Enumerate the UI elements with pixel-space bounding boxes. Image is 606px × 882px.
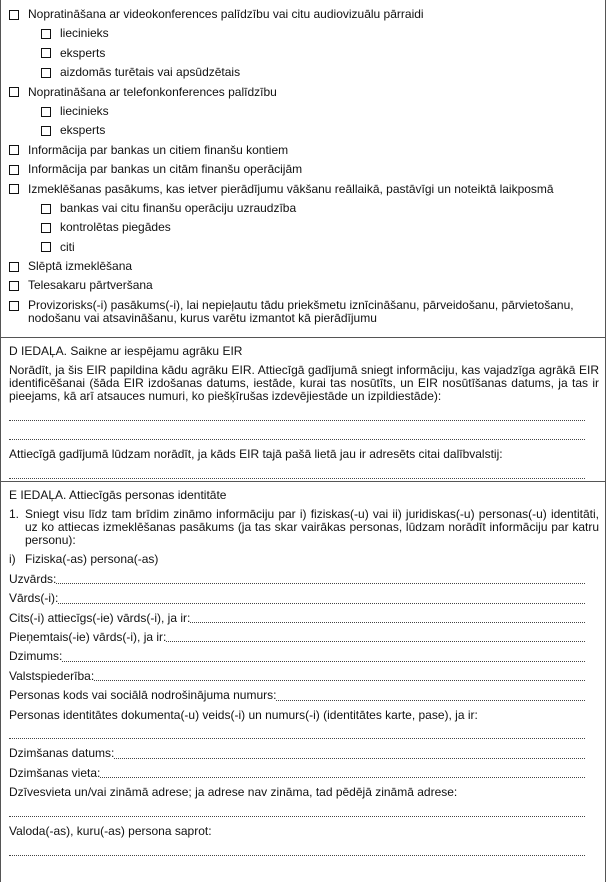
person-field[interactable] — [9, 744, 599, 763]
field-label: Dzīvesvieta un/vai zināmā adrese; ja adrese nav zināma, tad pēdējā zināmā adrese: — [9, 785, 458, 800]
subheading-text: Fiziska(-as) persona(-as) — [25, 552, 159, 567]
field-label: Valstspiederība: — [9, 668, 95, 683]
measure-label: bankas vai citu finanšu operāciju uzraudzība — [60, 200, 297, 215]
person-field[interactable] — [9, 667, 599, 686]
measure-item[interactable] — [9, 160, 599, 179]
field-label: Pieņemtais(-ie) vārds(-i), ja ir: — [9, 629, 167, 644]
field-label: Valoda(-as), kuru(-as) persona saprot: — [9, 823, 212, 838]
person-field[interactable] — [9, 589, 599, 608]
measure-label: Izmeklēšanas pasākums, kas ietver pierādījumu vākšanu reāllaikā, pastāvīgi un noteiktā laikposmā — [28, 181, 554, 196]
field-input-line[interactable] — [9, 725, 599, 744]
checkbox-icon[interactable] — [9, 184, 19, 194]
field-label: Dzimšanas datums: — [9, 746, 115, 761]
person-field[interactable] — [9, 628, 599, 647]
measure-label: eksperts — [60, 45, 106, 60]
checkbox-icon[interactable] — [41, 107, 51, 117]
section-d-instruction: Norādīt, ja šis EIR papildina kādu agrāku EIR. Attiecīgā gadījumā sniegt informāciju, kas vajadzīga agrākā EIR identificēšanai (šāda EIR izdošanas datums, iestāde, kurai tas nosūtīts, un EIR nosūtīšanas datums, ja tas ir pieejams, kā arī atsauces numuri, ko piešķīrušas izdevējiestāde un izpildiestāde): — [9, 363, 599, 404]
checkbox-icon[interactable] — [41, 242, 51, 252]
measure-label: Informācija par bankas un citiem finanšu kontiem — [28, 142, 289, 157]
checkbox-icon[interactable] — [9, 87, 19, 97]
section-d-heading: D IEDAĻA. Saikne ar iespējamu agrāku EIR — [9, 344, 243, 358]
person-fields — [9, 570, 599, 861]
point-1 — [9, 505, 599, 550]
checkbox-icon[interactable] — [9, 145, 19, 155]
measure-label: Telesakaru pārtveršana — [28, 278, 153, 293]
field-input-line[interactable] — [56, 583, 585, 584]
subheading-number: i) — [9, 552, 16, 567]
measure-item[interactable] — [9, 102, 599, 121]
checkbox-icon[interactable] — [9, 10, 19, 20]
field-label: Dzimums: — [9, 649, 63, 664]
measure-item[interactable] — [9, 296, 599, 325]
measure-label: liecinieks — [60, 103, 109, 118]
person-field[interactable] — [9, 609, 599, 628]
natural-persons-subheading — [9, 550, 599, 569]
measure-item[interactable] — [9, 24, 599, 43]
field-input-line[interactable] — [94, 680, 585, 681]
measure-label: citi — [60, 239, 75, 254]
field-input-line[interactable] — [114, 758, 585, 759]
person-field[interactable] — [9, 647, 599, 666]
measure-item[interactable] — [9, 83, 599, 102]
checkbox-icon[interactable] — [9, 165, 19, 175]
other-state-question: Attiecīgā gadījumā lūdzam norādīt, ja kāds EIR tajā pašā lietā jau ir adresēts citai dalībvalstij: — [9, 447, 503, 462]
checkbox-icon[interactable] — [9, 301, 19, 311]
checkbox-icon[interactable] — [41, 68, 51, 78]
measure-item[interactable] — [9, 199, 599, 218]
field-input-line[interactable] — [100, 777, 585, 778]
measure-label: Nopratināšana ar videokonferences palīdzību vai citu audiovizuālu pārraidi — [28, 7, 424, 21]
measure-item[interactable] — [9, 218, 599, 237]
checkbox-icon[interactable] — [41, 223, 51, 233]
field-label: Dzimšanas vieta: — [9, 765, 101, 780]
measure-label: aizdomās turētais vai apsūdzētais — [60, 65, 241, 80]
checkbox-icon[interactable] — [41, 204, 51, 214]
section-e — [1, 482, 605, 882]
previous-eir-input-line-2[interactable] — [9, 426, 599, 445]
field-input-line[interactable] — [9, 841, 599, 860]
section-e-heading: E IEDAĻA. Attiecīgās personas identitāte — [9, 488, 227, 502]
measure-item[interactable] — [9, 5, 599, 24]
field-input-line[interactable] — [58, 603, 585, 604]
checkbox-icon[interactable] — [41, 48, 51, 58]
section-c-measures — [1, 0, 605, 338]
measure-item[interactable] — [9, 238, 599, 257]
field-input-line[interactable] — [62, 661, 585, 662]
checkbox-icon[interactable] — [41, 29, 51, 39]
measure-label: eksperts — [60, 123, 106, 138]
measure-label: Provizorisks(-i) pasākums(-i), lai nepieļautu tādu priekšmetu iznīcināšanu, pārveidošanu, pārvietošanu, nodošanu vai atsavināšanu, kurus varētu izmantot kā pierādījumu — [28, 297, 574, 325]
person-field[interactable] — [9, 706, 599, 725]
person-field[interactable] — [9, 570, 599, 589]
field-input-line[interactable] — [166, 641, 585, 642]
point-number: 1. — [9, 507, 20, 522]
measure-item[interactable] — [9, 63, 599, 82]
measure-item[interactable] — [9, 121, 599, 140]
field-label: Vārds(-i): — [9, 591, 59, 606]
measure-label: Slēptā izmeklēšana — [28, 259, 133, 274]
measure-item[interactable] — [9, 276, 599, 295]
measure-label: Nopratināšana ar telefonkonferences palīdzību — [28, 84, 277, 99]
field-input-line[interactable] — [190, 622, 585, 623]
field-label: Uzvārds: — [9, 571, 57, 586]
person-field[interactable] — [9, 764, 599, 783]
measure-item[interactable] — [9, 141, 599, 160]
checkbox-icon[interactable] — [9, 262, 19, 272]
field-input-line[interactable] — [9, 802, 599, 821]
measure-label: kontrolētas piegādes — [60, 220, 171, 235]
field-input-line[interactable] — [276, 700, 585, 701]
checkbox-icon[interactable] — [41, 126, 51, 136]
measure-item[interactable] — [9, 180, 599, 199]
point-text: Sniegt visu līdz tam brīdim zināmo informāciju par i) fiziskas(-u) vai ii) juridiskas(-u) personas(-u) identitāti, uz ko attiecas izmeklēšanas pasākums (ja tas skar vairākas personas, lūdzam norādīt informāciju par katru personu): — [25, 507, 599, 548]
measure-label: Informācija par bankas un citām finanšu operācijām — [28, 162, 303, 177]
field-label: Personas identitātes dokumenta(-u) veids(-i) un numurs(-i) (identitātes karte, pase), ja ir: — [9, 707, 478, 722]
measure-label: liecinieks — [60, 26, 109, 41]
person-field[interactable] — [9, 822, 599, 841]
field-label: Personas kods vai sociālā nodrošinājuma numurs: — [9, 688, 277, 703]
previous-eir-input-line-1[interactable] — [9, 406, 599, 425]
person-field[interactable] — [9, 686, 599, 705]
person-field[interactable] — [9, 783, 599, 802]
field-label: Cits(-i) attiecīgs(-ie) vārds(-i), ja ir: — [9, 610, 191, 625]
checkbox-icon[interactable] — [9, 281, 19, 291]
section-d — [1, 338, 605, 482]
measure-item[interactable] — [9, 44, 599, 63]
measure-item[interactable] — [9, 257, 599, 276]
